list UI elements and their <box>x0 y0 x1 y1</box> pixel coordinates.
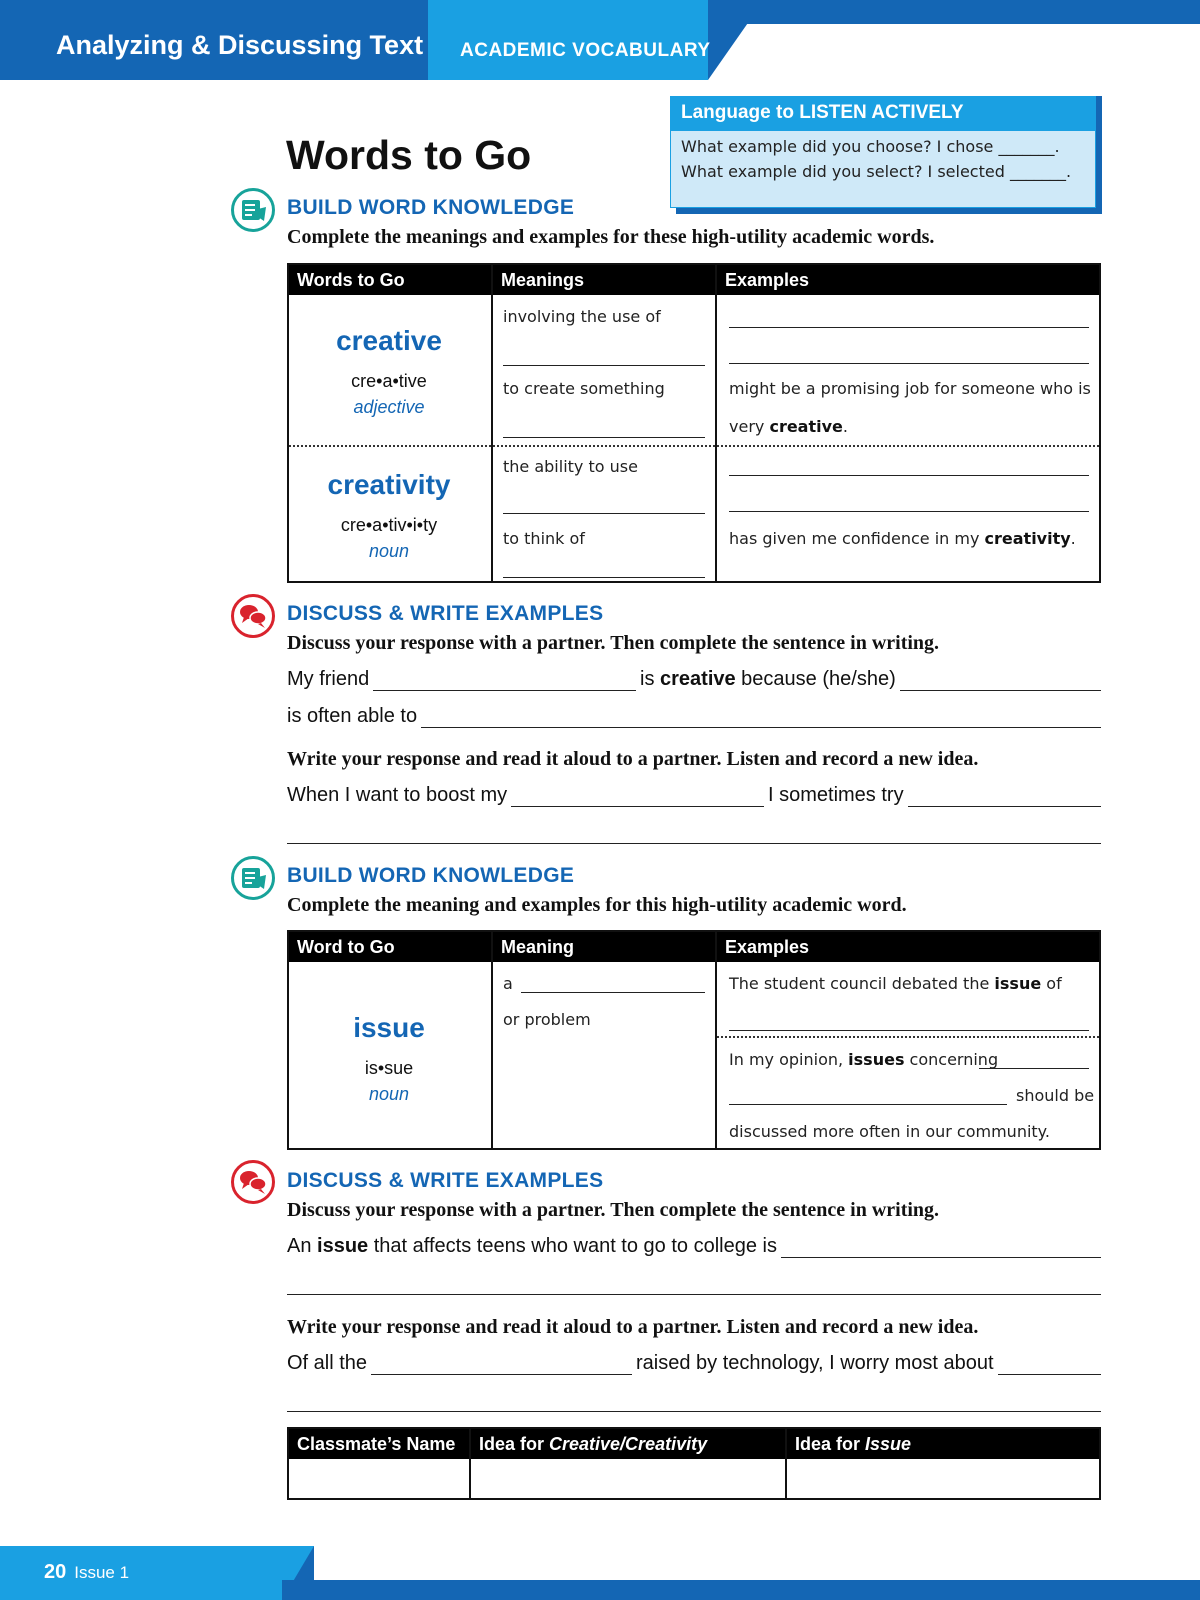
section-heading-build-2: BUILD WORD KNOWLEDGE <box>287 864 575 887</box>
column-divider <box>715 265 717 581</box>
example-text: discussed more often in our community. <box>729 1122 1050 1141</box>
example-blank[interactable] <box>729 327 1089 328</box>
table-header-row <box>289 932 1099 962</box>
sentence-frame-start: Of all the <box>287 1352 371 1375</box>
writing-line[interactable] <box>287 1294 1101 1295</box>
words-table-2 <box>287 930 1101 1150</box>
section-heading-discuss-1: DISCUSS & WRITE EXAMPLES <box>287 602 604 625</box>
header-subtitle: ACADEMIC VOCABULARY <box>460 40 711 61</box>
meaning-text: to think of <box>503 529 585 548</box>
sentence-frame-middle: is creative because (he/she) <box>636 668 900 691</box>
language-box-heading: Language to LISTEN ACTIVELY <box>671 97 1095 131</box>
classmate-name-cell[interactable] <box>289 1459 469 1498</box>
classmate-ideas-table <box>287 1427 1101 1500</box>
example-blank[interactable] <box>729 1030 1089 1031</box>
sentence-frame-start: An issue that affects teens who want to go to college is <box>287 1235 781 1258</box>
section-instruction-build-1: Complete the meanings and examples for these high-utility academic words. <box>287 226 935 248</box>
vocab-word-creative: creative <box>336 325 442 356</box>
vocab-syllables: cre•a•tive <box>351 371 427 391</box>
example-blank[interactable] <box>979 1068 1089 1069</box>
sentence-frame-middle: raised by technology, I worry most about <box>632 1352 998 1375</box>
vocab-word-issue: issue <box>353 1012 425 1043</box>
header-title: Analyzing & Discussing Text <box>56 30 424 60</box>
meaning-text: involving the use of <box>503 307 661 326</box>
sentence-frame-start: is often able to <box>287 705 421 728</box>
vocab-syllables: is•sue <box>364 1058 414 1078</box>
section-instruction-discuss-2: Discuss your response with a partner. Then complete the sentence in writing. <box>287 1199 940 1221</box>
example-blank[interactable] <box>729 363 1089 364</box>
section-instruction-write-1: Write your response and read it aloud to a partner. Listen and record a new idea. <box>287 748 979 770</box>
sentence-frame-middle: I sometimes try <box>764 784 908 807</box>
meaning-blank[interactable] <box>503 513 705 514</box>
column-header-word: Word to Go <box>297 937 395 957</box>
build-knowledge-icon <box>231 856 275 900</box>
build-knowledge-icon <box>231 188 275 232</box>
footer-page-info <box>44 1561 129 1584</box>
meaning-blank[interactable] <box>503 577 705 578</box>
column-header-examples: Examples <box>725 937 810 957</box>
column-divider <box>491 932 493 1148</box>
meaning-text: or problem <box>503 1010 591 1029</box>
example-text: should be <box>1016 1086 1095 1105</box>
column-header-words: Words to Go <box>297 270 405 290</box>
column-divider <box>715 932 717 1148</box>
column-header-idea-creative: Idea for Creative/Creativity <box>479 1434 708 1454</box>
example-text: very creative. <box>729 417 848 436</box>
column-header-classmate-name: Classmate’s Name <box>297 1434 456 1454</box>
idea-issue-cell[interactable] <box>787 1459 1099 1498</box>
writing-line[interactable] <box>287 843 1101 844</box>
page-number: 20 <box>44 1561 67 1583</box>
discuss-icon <box>231 594 275 638</box>
column-divider <box>491 265 493 581</box>
column-header-meanings: Meanings <box>501 270 585 290</box>
example-text: The student council debated the issue of <box>729 974 1062 993</box>
words-table-1 <box>287 263 1101 583</box>
row-divider <box>717 1036 1099 1038</box>
language-box-line-1: What example did you choose? I chose _______. <box>681 137 1060 156</box>
example-blank[interactable] <box>729 1104 1007 1105</box>
meaning-text: to create something <box>503 379 665 398</box>
example-blank[interactable] <box>729 475 1089 476</box>
example-blank[interactable] <box>729 511 1089 512</box>
column-header-meaning: Meaning <box>501 937 575 957</box>
sentence-frame-start: When I want to boost my <box>287 784 511 807</box>
footer-banner <box>0 1546 282 1600</box>
meaning-blank[interactable] <box>503 365 705 366</box>
issue-label: Issue 1 <box>74 1563 130 1582</box>
section-instruction-discuss-1: Discuss your response with a partner. Then complete the sentence in writing. <box>287 632 940 654</box>
column-header-examples: Examples <box>725 270 810 290</box>
page-title: Words to Go <box>286 132 532 178</box>
meaning-blank[interactable] <box>503 437 705 438</box>
meaning-blank[interactable] <box>521 992 705 993</box>
language-box <box>670 96 1096 208</box>
row-divider <box>289 445 1099 447</box>
column-header-idea-issue: Idea for Issue <box>795 1434 912 1454</box>
header-strip <box>708 0 1200 24</box>
footer-strip <box>282 1580 1200 1600</box>
example-text: In my opinion, issues concerning <box>729 1050 999 1069</box>
idea-creative-cell[interactable] <box>471 1459 785 1498</box>
vocab-part-of-speech: adjective <box>353 397 425 417</box>
discuss-icon <box>231 1160 275 1204</box>
section-heading-build-1: BUILD WORD KNOWLEDGE <box>287 196 575 219</box>
sentence-frame-start: My friend <box>287 668 373 691</box>
vocab-part-of-speech: noun <box>368 541 410 561</box>
section-heading-discuss-2: DISCUSS & WRITE EXAMPLES <box>287 1169 604 1192</box>
example-text: might be a promising job for someone who is <box>729 379 1091 398</box>
meaning-text: the ability to use <box>503 457 638 476</box>
meaning-text: a <box>503 974 513 993</box>
section-instruction-build-2: Complete the meaning and examples for this high-utility academic word. <box>287 894 907 916</box>
language-box-line-2: What example did you select? I selected _______. <box>681 162 1072 181</box>
writing-line[interactable] <box>287 1411 1101 1412</box>
example-text: has given me confidence in my creativity. <box>729 529 1076 548</box>
vocab-syllables: cre•a•tiv•i•ty <box>340 515 438 535</box>
vocab-part-of-speech: noun <box>368 1084 410 1104</box>
section-instruction-write-2: Write your response and read it aloud to a partner. Listen and record a new idea. <box>287 1316 979 1338</box>
vocab-word-creativity: creativity <box>327 469 451 500</box>
